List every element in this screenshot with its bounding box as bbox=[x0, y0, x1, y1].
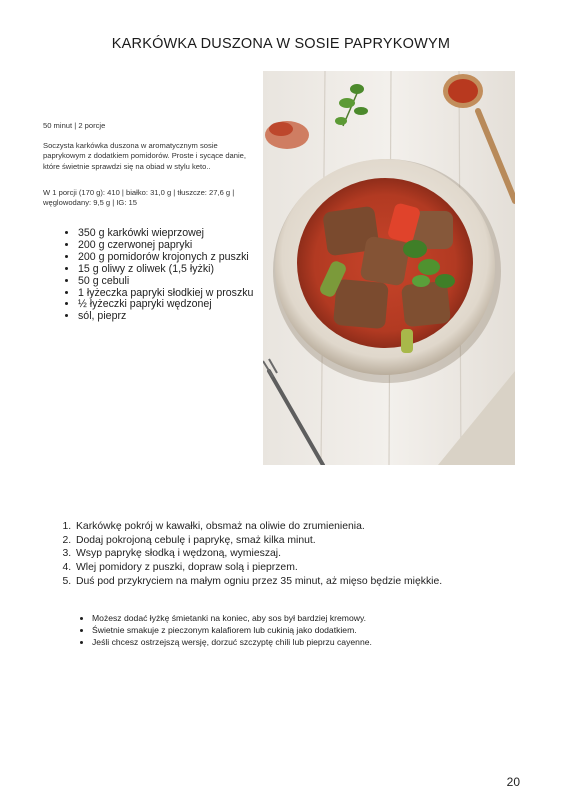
ingredient-item: • 15 g oliwy z oliwek (1,5 łyżki) bbox=[78, 264, 278, 276]
preparation-steps bbox=[57, 520, 524, 589]
step-item: 1. Karkówkę pokrój w kawałki, obsmaż na oliwie do zrumienienia. bbox=[74, 520, 524, 534]
ingredient-item: • 50 g cebuli bbox=[78, 276, 278, 288]
page-number: 20 bbox=[506, 775, 520, 789]
tip-item: • Świetnie smakuje z pieczonym kalafiorem lub cukinią jako dodatkiem. bbox=[92, 624, 512, 636]
ingredient-item: • ½ łyżeczki papryki wędzonej bbox=[78, 299, 278, 311]
ingredient-item: • 200 g pomidorów krojonych z puszki bbox=[78, 252, 278, 264]
stew-bowl-illustration bbox=[263, 71, 515, 465]
ingredients-list bbox=[60, 228, 278, 323]
ingredient-item: • 350 g karkówki wieprzowej bbox=[78, 228, 278, 240]
recipe-meta: 50 minut | 2 porcje bbox=[43, 121, 106, 130]
ingredient-item: • sól, pieprz bbox=[78, 311, 278, 323]
spilled-paprika bbox=[265, 121, 309, 149]
dish-photo bbox=[263, 71, 515, 465]
step-item: 2. Dodaj pokrojoną cebulę i paprykę, smaż kilka minut. bbox=[74, 534, 524, 548]
step-item: 5. Duś pod przykryciem na małym ogniu przez 35 minut, aż mięso będzie miękkie. bbox=[74, 575, 524, 589]
ingredient-item: • 200 g czerwonej papryki bbox=[78, 240, 278, 252]
tips-list bbox=[76, 612, 512, 649]
tip-item: • Jeśli chcesz ostrzejszą wersję, dorzuć szczyptę chili lub pieprzu cayenne. bbox=[92, 636, 512, 648]
step-item: 3. Wsyp paprykę słodką i wędzoną, wymieszaj. bbox=[74, 547, 524, 561]
ingredient-item: • 1 łyżeczka papryki słodkiej w proszku bbox=[78, 288, 278, 300]
nutrition-info: W 1 porcji (170 g): 410 | białko: 31,0 g | tłuszcze: 27,6 g | węglowodany: 9,5 g | IG: 15 bbox=[43, 188, 235, 208]
tip-item: • Możesz dodać łyżkę śmietanki na koniec, aby sos był bardziej kremowy. bbox=[92, 612, 512, 624]
step-item: 4. Wlej pomidory z puszki, dopraw solą i pieprzem. bbox=[74, 561, 524, 575]
recipe-title: KARKÓWKA DUSZONA W SOSIE PAPRYKOWYM bbox=[111, 36, 451, 52]
recipe-description: Soczysta karkówka duszona w aromatycznym sosie paprykowym z dodatkiem pomidorów. Proste i sycące danie, które świetnie sprawdzi się na obiad w stylu keto.. bbox=[43, 141, 247, 171]
